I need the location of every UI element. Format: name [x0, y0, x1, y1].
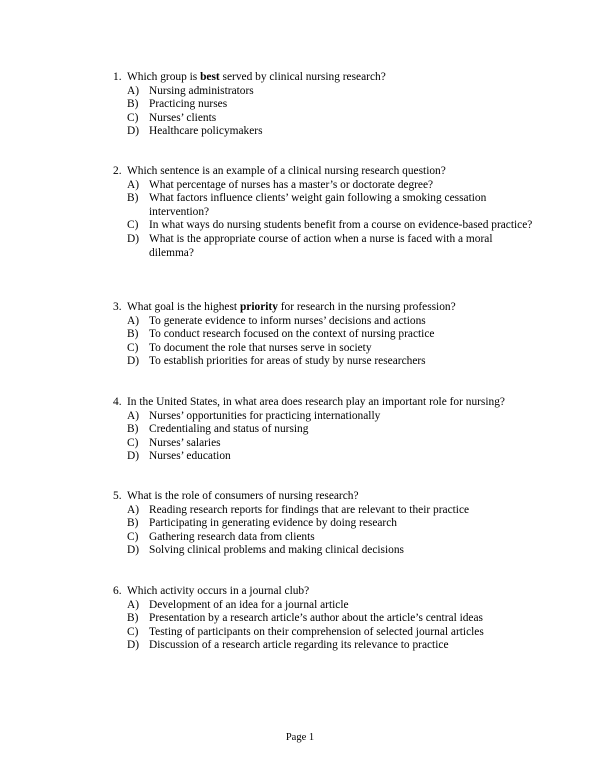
- question-stem: [113, 490, 533, 504]
- option-letter: B): [127, 98, 139, 111]
- question-number: 2.: [113, 165, 122, 177]
- option-text: Gathering research data from clients: [149, 530, 315, 543]
- option-text: Nurses’ education: [149, 450, 231, 463]
- option-letter: A): [127, 178, 140, 191]
- option-letter: B): [127, 192, 139, 205]
- option-text: In what ways do nursing students benefit from a course on evidence-based practice?: [149, 219, 533, 232]
- question-number: 6.: [113, 585, 122, 597]
- question-stem: [113, 71, 533, 85]
- answer-option: [127, 639, 533, 653]
- option-letter: B): [127, 612, 139, 625]
- option-text: Participating in generating evidence by doing research: [149, 517, 397, 530]
- answer-option: [127, 450, 533, 464]
- answer-option: [127, 315, 533, 329]
- page-number: Page 1: [285, 732, 315, 743]
- option-letter: A): [127, 503, 140, 516]
- option-text: Practicing nurses: [149, 98, 228, 111]
- option-text: Solving clinical problems and making clinical decisions: [149, 544, 404, 557]
- option-text: To conduct research focused on the context of nursing practice: [149, 328, 435, 341]
- option-text: To document the role that nurses serve in society: [149, 341, 372, 354]
- answer-options: [113, 504, 533, 558]
- option-letter: B): [127, 328, 139, 341]
- option-text: Reading research reports for findings that are relevant to their practice: [149, 503, 470, 516]
- answer-option: [127, 192, 533, 219]
- option-text: Nurses’ opportunities for practicing internationally: [149, 409, 381, 422]
- answer-option: [127, 328, 533, 342]
- option-text: Nurses’ salaries: [149, 436, 221, 449]
- option-letter: C): [127, 111, 139, 124]
- answer-option: [127, 233, 533, 260]
- answer-option: [127, 423, 533, 437]
- option-text: What factors influence clients’ weight gain following a smoking cessation intervention?: [149, 192, 487, 218]
- answer-option: [127, 599, 533, 613]
- option-text: To establish priorities for areas of study by nurse researchers: [149, 355, 426, 368]
- answer-option: [127, 98, 533, 112]
- option-text: Nurses’ clients: [149, 111, 217, 124]
- question-number: 4.: [113, 396, 122, 408]
- answer-option: [127, 112, 533, 126]
- option-letter: A): [127, 314, 140, 327]
- option-letter: C): [127, 530, 139, 543]
- answer-options: [113, 410, 533, 464]
- question-stem: [113, 165, 533, 179]
- question-text: Which sentence is an example of a clinical nursing research question?: [127, 165, 446, 177]
- question-3: [113, 301, 533, 369]
- question-text: Which activity occurs in a journal club?: [127, 585, 310, 597]
- option-letter: C): [127, 341, 139, 354]
- question-1: [113, 71, 533, 139]
- option-letter: C): [127, 219, 139, 232]
- question-number: 5.: [113, 490, 122, 502]
- option-letter: B): [127, 423, 139, 436]
- question-number: 1.: [113, 71, 122, 83]
- option-text: Discussion of a research article regarding its relevance to practice: [149, 639, 449, 652]
- answer-options: [113, 85, 533, 139]
- answer-option: [127, 125, 533, 139]
- option-text: What is the appropriate course of action when a nurse is faced with a moral dilemma?: [149, 232, 493, 259]
- option-letter: D): [127, 639, 140, 652]
- option-letter: A): [127, 598, 140, 611]
- question-text: Which group is best served by clinical nursing research?: [127, 71, 386, 83]
- answer-options: [113, 599, 533, 653]
- option-letter: D): [127, 125, 140, 138]
- question-stem: [113, 585, 533, 599]
- answer-option: [127, 355, 533, 369]
- option-letter: A): [127, 409, 140, 422]
- question-6: [113, 585, 533, 653]
- answer-option: [127, 342, 533, 356]
- question-number: 3.: [113, 301, 122, 313]
- option-text: Healthcare policymakers: [149, 125, 263, 138]
- question-stem: [113, 396, 533, 410]
- answer-option: [127, 544, 533, 558]
- answer-option: [127, 531, 533, 545]
- answer-option: [127, 437, 533, 451]
- answer-option: [127, 626, 533, 640]
- option-letter: D): [127, 544, 140, 557]
- question-stem: [113, 301, 533, 315]
- option-text: What percentage of nurses has a master’s or doctorate degree?: [149, 178, 434, 191]
- emphasis: best: [200, 71, 220, 83]
- option-letter: B): [127, 517, 139, 530]
- option-text: Presentation by a research article’s author about the article’s central ideas: [149, 612, 483, 625]
- question-4: [113, 396, 533, 464]
- option-letter: D): [127, 232, 140, 245]
- option-letter: D): [127, 450, 140, 463]
- question-text: What is the role of consumers of nursing research?: [127, 490, 359, 502]
- question-text: What goal is the highest priority for research in the nursing profession?: [127, 301, 456, 313]
- option-text: Testing of participants on their comprehension of selected journal articles: [149, 625, 484, 638]
- option-letter: A): [127, 84, 140, 97]
- question-2: [113, 165, 533, 260]
- answer-options: [113, 315, 533, 369]
- question-text: In the United States, in what area does research play an important role for nursing?: [127, 396, 505, 408]
- option-letter: D): [127, 355, 140, 368]
- answer-option: [127, 85, 533, 99]
- option-letter: C): [127, 436, 139, 449]
- answer-option: [127, 179, 533, 193]
- answer-option: [127, 517, 533, 531]
- emphasis: priority: [239, 301, 278, 313]
- answer-option: [127, 219, 533, 233]
- option-text: Development of an idea for a journal article: [149, 598, 349, 611]
- answer-options: [113, 179, 533, 261]
- option-text: To generate evidence to inform nurses’ decisions and actions: [149, 314, 426, 327]
- question-5: [113, 490, 533, 558]
- option-letter: C): [127, 625, 139, 638]
- answer-option: [127, 612, 533, 626]
- option-text: Nursing administrators: [149, 84, 254, 97]
- answer-option: [127, 504, 533, 518]
- option-text: Credentialing and status of nursing: [149, 423, 309, 436]
- answer-option: [127, 410, 533, 424]
